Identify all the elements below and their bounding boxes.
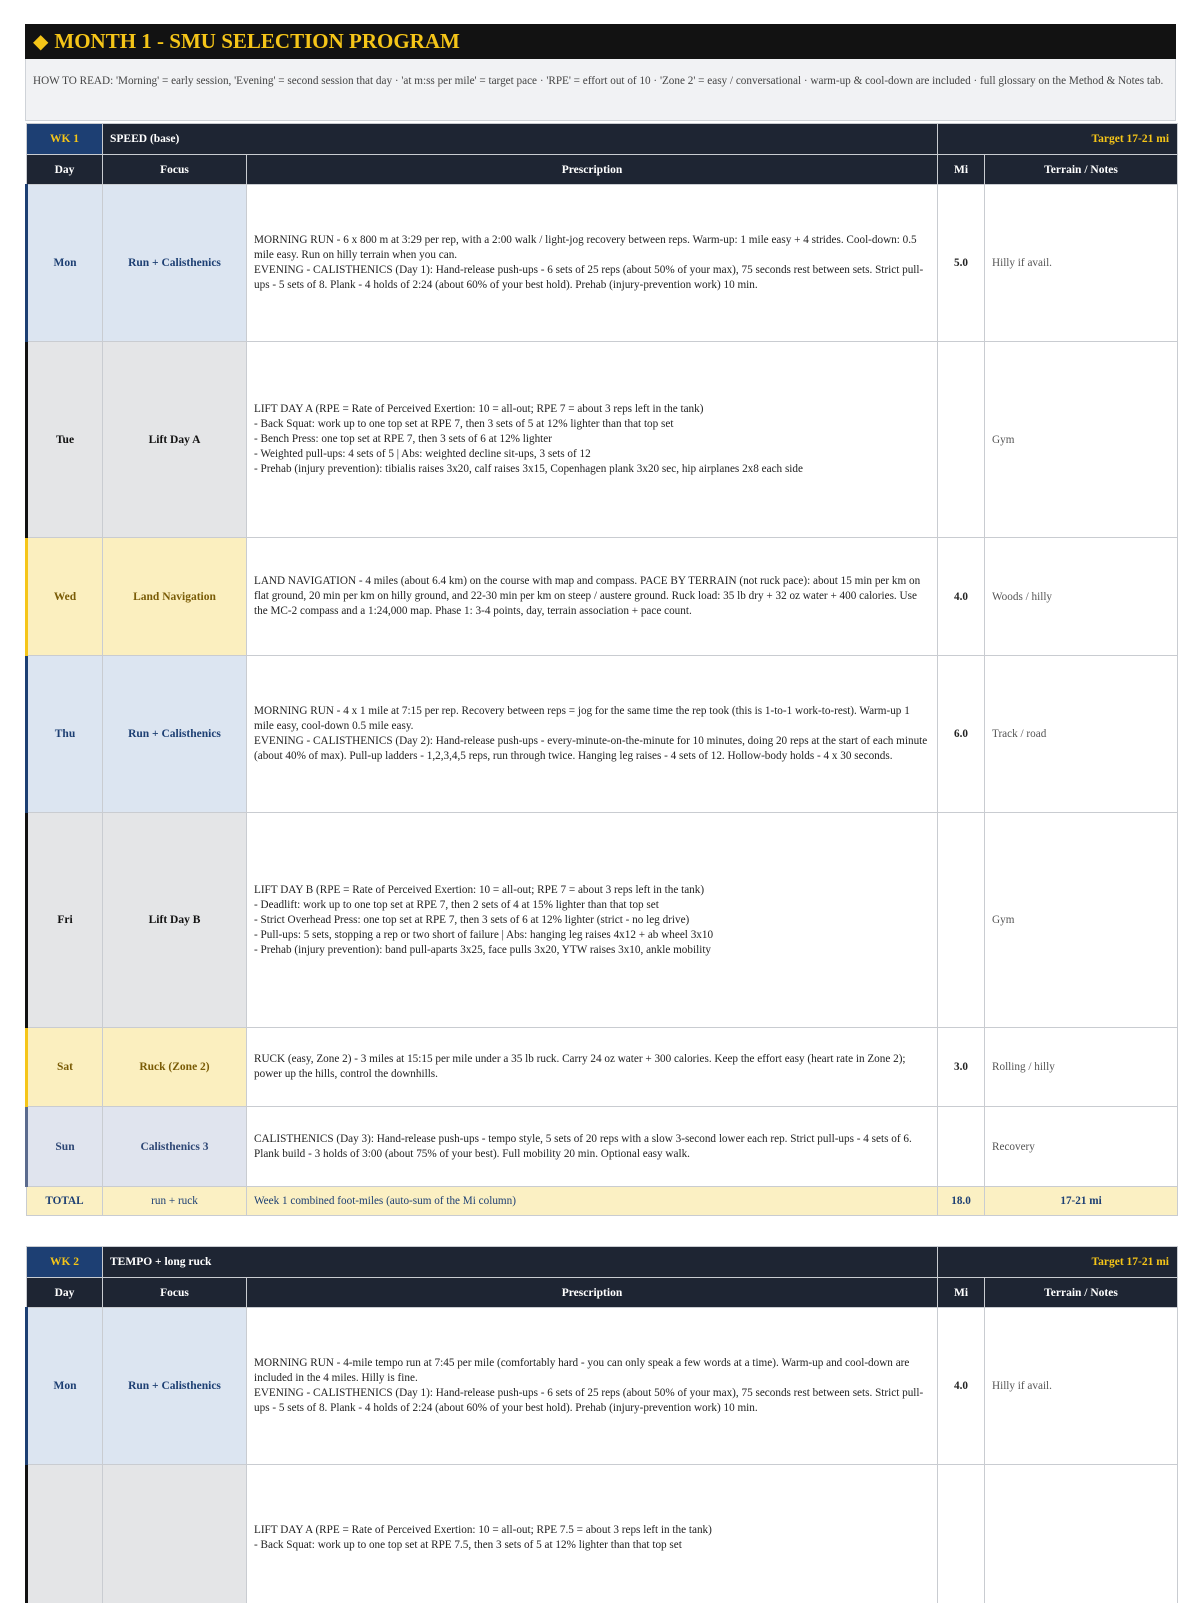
miles-cell: 5.0 xyxy=(938,185,985,342)
day-row xyxy=(27,1308,1178,1465)
notes-cell: Track / road xyxy=(985,656,1178,813)
program-sheet xyxy=(25,24,1176,1603)
day-cell: Wed xyxy=(27,538,103,656)
focus-cell: Calisthenics 3 xyxy=(103,1107,247,1187)
miles-cell xyxy=(938,342,985,538)
how-to-read-note: HOW TO READ: 'Morning' = early session, 'Evening' = second session that day · 'at m:ss per mile' = target pace · 'RPE' = effort out of 10 · 'Zone 2' = easy / conversational · warm-up & cool-down are included · full glossary on the Method & Notes tab. xyxy=(25,59,1176,121)
day-row xyxy=(27,538,1178,656)
day-cell: Tue xyxy=(27,342,103,538)
prescription-cell: MORNING RUN - 4-mile tempo run at 7:45 per mile (comfortably hard - you can only speak a few words at a time). Warm-up and cool-down are included in the 4 miles. Hilly is fine. EVENING - CALISTHENICS (Day 1): Hand-release push-ups - 6 sets of 25 reps (about 50% of your max), 75 seconds rest between sets. Strict pull-ups - 5 sets of 8. Plank - 4 holds of 2:24 (about 60% of your best hold). Prehab (injury-prevention work) 10 min. xyxy=(247,1308,938,1465)
notes-cell xyxy=(985,1465,1178,1603)
col-day: Day xyxy=(27,155,103,185)
day-cell: Sat xyxy=(27,1028,103,1107)
total-label: TOTAL xyxy=(27,1187,103,1216)
focus-cell: Land Navigation xyxy=(103,538,247,656)
total-focus: run + ruck xyxy=(103,1187,247,1216)
miles-cell xyxy=(938,1107,985,1187)
column-header-row xyxy=(27,1278,1178,1308)
day-row xyxy=(27,1465,1178,1603)
day-cell: Fri xyxy=(27,813,103,1028)
focus-cell: Ruck (Zone 2) xyxy=(103,1028,247,1107)
col-mi: Mi xyxy=(938,1278,985,1308)
diamond-icon: ◆ xyxy=(33,31,49,53)
col-notes: Terrain / Notes xyxy=(985,1278,1178,1308)
notes-cell: Hilly if avail. xyxy=(985,1308,1178,1465)
miles-cell xyxy=(938,813,985,1028)
col-mi: Mi xyxy=(938,155,985,185)
prescription-cell: LIFT DAY A (RPE = Rate of Perceived Exertion: 10 = all-out; RPE 7 = about 3 reps left in the tank) - Back Squat: work up to one top set at RPE 7, then 3 sets of 5 at 12% lighter than that top set - Bench Press: one top set at RPE 7, then 3 sets of 6 at 12% lighter - Weighted pull-ups: 4 sets of 5 | Abs: weighted decline sit-ups, 3 sets of 12 - Prehab (injury prevention): tibialis raises 3x20, calf raises 3x15, Copenhagen plank 3x20 sec, hip airplanes 2x8 each side xyxy=(247,342,938,538)
focus-cell: Lift Day B xyxy=(103,813,247,1028)
week-1-table xyxy=(25,123,1178,1216)
col-prescription: Prescription xyxy=(247,1278,938,1308)
notes-cell: Recovery xyxy=(985,1107,1178,1187)
prescription-cell: RUCK (easy, Zone 2) - 3 miles at 15:15 per mile under a 35 lb ruck. Carry 24 oz water + 300 calories. Keep the effort easy (heart rate in Zone 2); power up the hills, control the downhills. xyxy=(247,1028,938,1107)
day-cell: Thu xyxy=(27,656,103,813)
col-focus: Focus xyxy=(103,1278,247,1308)
day-row xyxy=(27,1107,1178,1187)
day-cell xyxy=(27,1465,103,1603)
day-cell: Sun xyxy=(27,1107,103,1187)
week-theme: TEMPO + long ruck xyxy=(103,1247,938,1278)
col-focus: Focus xyxy=(103,155,247,185)
day-cell: Mon xyxy=(27,1308,103,1465)
focus-cell xyxy=(103,1465,247,1603)
miles-cell: 4.0 xyxy=(938,1308,985,1465)
miles-cell: 3.0 xyxy=(938,1028,985,1107)
day-cell: Mon xyxy=(27,185,103,342)
prescription-cell: MORNING RUN - 4 x 1 mile at 7:15 per rep. Recovery between reps = jog for the same time the rep took (this is 1-to-1 work-to-rest). Warm-up 1 mile easy, cool-down 0.5 mile easy. EVENING - CALISTHENICS (Day 2): Hand-release push-ups - every-minute-on-the-minute for 10 minutes, doing 20 reps at the start of each minute (about 40% of max). Pull-up ladders - 1,2,3,4,5 reps, run through twice. Hanging leg raises - 4 sets of 12. Hollow-body holds - 4 x 30 seconds. xyxy=(247,656,938,813)
prescription-cell: MORNING RUN - 6 x 800 m at 3:29 per rep, with a 2:00 walk / light-jog recovery between reps. Warm-up: 1 mile easy + 4 strides. Cool-down: 0.5 mile easy. Run on hilly terrain when you can. EVENING - CALISTHENICS (Day 1): Hand-release push-ups - 6 sets of 25 reps (about 50% of your max), 75 seconds rest between sets. Strict pull-ups - 5 sets of 8. Plank - 4 holds of 2:24 (about 60% of your best hold). Prehab (injury-prevention work) 10 min. xyxy=(247,185,938,342)
notes-cell: Gym xyxy=(985,342,1178,538)
notes-cell: Woods / hilly xyxy=(985,538,1178,656)
title-bar xyxy=(25,24,1176,59)
week-label: WK 2 xyxy=(27,1247,103,1278)
page-title: MONTH 1 - SMU SELECTION PROGRAM xyxy=(54,29,460,53)
notes-cell: Gym xyxy=(985,813,1178,1028)
prescription-cell: LIFT DAY B (RPE = Rate of Perceived Exertion: 10 = all-out; RPE 7 = about 3 reps left in the tank) - Deadlift: work up to one top set at RPE 7, then 2 sets of 4 at 15% lighter than that top set - Strict Overhead Press: one top set at RPE 7, then 3 sets of 6 at 12% lighter (strict - no leg drive) - Pull-ups: 5 sets, stopping a rep or two short of failure | Abs: hanging leg raises 4x12 + ab wheel 3x10 - Prehab (injury prevention): band pull-aparts 3x25, face pulls 3x20, YTW raises 3x10, ankle mobility xyxy=(247,813,938,1028)
week-theme: SPEED (base) xyxy=(103,124,938,155)
day-row xyxy=(27,1028,1178,1107)
week-target: Target 17-21 mi xyxy=(938,124,1178,155)
week-header xyxy=(27,124,1178,155)
focus-cell: Run + Calisthenics xyxy=(103,1308,247,1465)
col-notes: Terrain / Notes xyxy=(985,155,1178,185)
miles-cell xyxy=(938,1465,985,1603)
day-row xyxy=(27,656,1178,813)
day-row xyxy=(27,813,1178,1028)
column-header-row xyxy=(27,155,1178,185)
week-target: Target 17-21 mi xyxy=(938,1247,1178,1278)
focus-cell: Lift Day A xyxy=(103,342,247,538)
miles-cell: 4.0 xyxy=(938,538,985,656)
total-description: Week 1 combined foot-miles (auto-sum of the Mi column) xyxy=(247,1187,938,1216)
focus-cell: Run + Calisthenics xyxy=(103,185,247,342)
week-label: WK 1 xyxy=(27,124,103,155)
notes-cell: Rolling / hilly xyxy=(985,1028,1178,1107)
prescription-cell: LAND NAVIGATION - 4 miles (about 6.4 km) on the course with map and compass. PACE BY TERRAIN (not ruck pace): about 15 min per km on flat ground, 20 min per km on hilly ground, and 22-30 min per km on steep / austere ground. Ruck load: 35 lb dry + 32 oz water + 400 calories. Use the MC-2 compass and a 1:24,000 map. Phase 1: 3-4 points, day, terrain association + pace count. xyxy=(247,538,938,656)
week-2-table xyxy=(25,1246,1178,1603)
week-header xyxy=(27,1247,1178,1278)
total-row xyxy=(27,1187,1178,1216)
day-row xyxy=(27,185,1178,342)
prescription-cell: CALISTHENICS (Day 3): Hand-release push-ups - tempo style, 5 sets of 20 reps with a slow 3-second lower each rep. Strict pull-ups - 4 sets of 6. Plank build - 3 holds of 3:00 (about 75% of your best). Full mobility 20 min. Optional easy walk. xyxy=(247,1107,938,1187)
col-day: Day xyxy=(27,1278,103,1308)
focus-cell: Run + Calisthenics xyxy=(103,656,247,813)
notes-cell: Hilly if avail. xyxy=(985,185,1178,342)
day-row xyxy=(27,342,1178,538)
col-prescription: Prescription xyxy=(247,155,938,185)
total-range: 17-21 mi xyxy=(985,1187,1178,1216)
prescription-cell: LIFT DAY A (RPE = Rate of Perceived Exertion: 10 = all-out; RPE 7.5 = about 3 reps left in the tank) - Back Squat: work up to one top set at RPE 7.5, then 3 sets of 5 at 12% lighter than that top set xyxy=(247,1465,938,1603)
miles-cell: 6.0 xyxy=(938,656,985,813)
total-miles: 18.0 xyxy=(938,1187,985,1216)
